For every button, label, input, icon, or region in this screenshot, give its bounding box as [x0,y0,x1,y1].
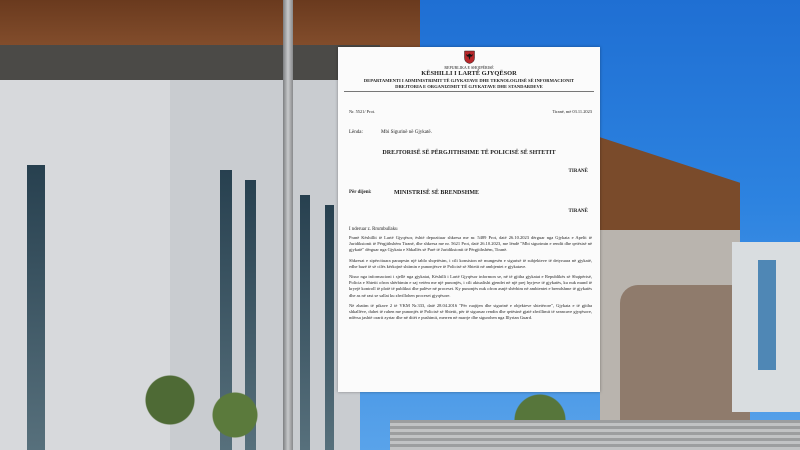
secondary-addressee-city: TIRANË [568,209,588,214]
paragraph: Në zbatim të pikave 2 të VKM Nr.333, datë 28.04.2016 "Për ruajtjen dhe sigurinë e objekteve shtetërore", Gjykata e të gjitha shkallëve, duhet të ruhen me punonjës të Policisë së Shtetit, për të siguruar rendin dhe qetësinë gjatë zhvillimit të seancave gjyqësore, ndërsa jashtë orarit zyrtar dhe në ditët e pushimit, merren në marrje dhe sigurohen nga Illyrian Guard. [349,302,592,321]
greeting: I nderuar z. Rrumbullaku [349,227,398,232]
paragraph: Shkresat e sipërcituara paraqesin një tablo shqetësim, i cili konsiston në mungesën e sigurisë të subjekteve të detyruara në gjykatë, edhe bazë të së cilës kërkojnë shtimin e punonjësve të Policisë së Shtetit në ambjentet e gjykatave. [349,257,592,269]
council-header: KËSHILLI I LARTË GJYQËSOR [421,70,517,77]
eagle-emblem-icon [463,50,476,64]
republic-header: REPUBLIKA E SHQIPËRISË [444,65,494,70]
secondary-addressee: MINISTRISË SË BRENDSHME [394,190,480,196]
header-divider [344,91,594,92]
paragraph: Pranë Këshillit të Lartë Gjyqësor, është depozituar shkresa me nr. 5489 Prot, datë 26.10.2023 dërguar nga Gjykata e Apelit të Juridiksionit të Përgjithshëm Tiranë, dhe shkresa me nr. 5621 Prot, datë 26.10.2023, me lëndë "Mbi sigurimin e rendit dhe qetësisë në gjykatë" dërguar nga Gjykata e Shkallës së Parë të Juridiksionit të Përgjithshëm, Tiranë. [349,235,592,253]
distant-tower [732,242,800,412]
building-top-band [0,45,380,80]
primary-addressee-city: TIRANË [568,169,588,174]
protocol-number: Nr. 5521/ Prot. [349,109,376,114]
primary-addressee: DREJTORISË SË PËRGJITHSHME TË POLICISË SË SHTETIT [382,150,556,156]
building-window [27,165,45,450]
paragraph: Nisur nga informacioni i sjellë nga gjykatat, Këshilli i Lartë Gjyqësor informon se, në të gjitha gjykatat e Republikës së Shqipërisë, Policia e Shtetit ofron shërbimin e saj vetëm me një punonjës, i cili aktualisht gjendet në një prej hyrjeve të gjykatës, ku nuk mund të kryejë kontroll të plotë të publikut dhe palëve në proceset. Ky punonjës nuk ofron asnjë shërbim në ambientet e brendshme të gjykatës dhe as në rast se sallat ku zhvillohen proceset gjyqësore. [349,274,592,298]
for-info-label: Për dijeni: [349,190,372,195]
official-letter [338,47,600,392]
letter-date: Tiranë, më 03.11.2023 [552,109,592,114]
letter-body [349,235,592,325]
department-header: DEPARTAMENTI I ADMINISTRIMIT TË GJYKATAVE DHE TEKNOLOGJISË SË INFORMACIONIT DREJTORIA E ORGANIZIMIT TË GJYKATAVE DHE STANDARDEVE [363,78,575,89]
subject-label: Lënda: [349,130,363,135]
entrance-steps [390,420,800,450]
subject-text: Mbi Sigurinë në Gjykatë. [381,130,432,135]
